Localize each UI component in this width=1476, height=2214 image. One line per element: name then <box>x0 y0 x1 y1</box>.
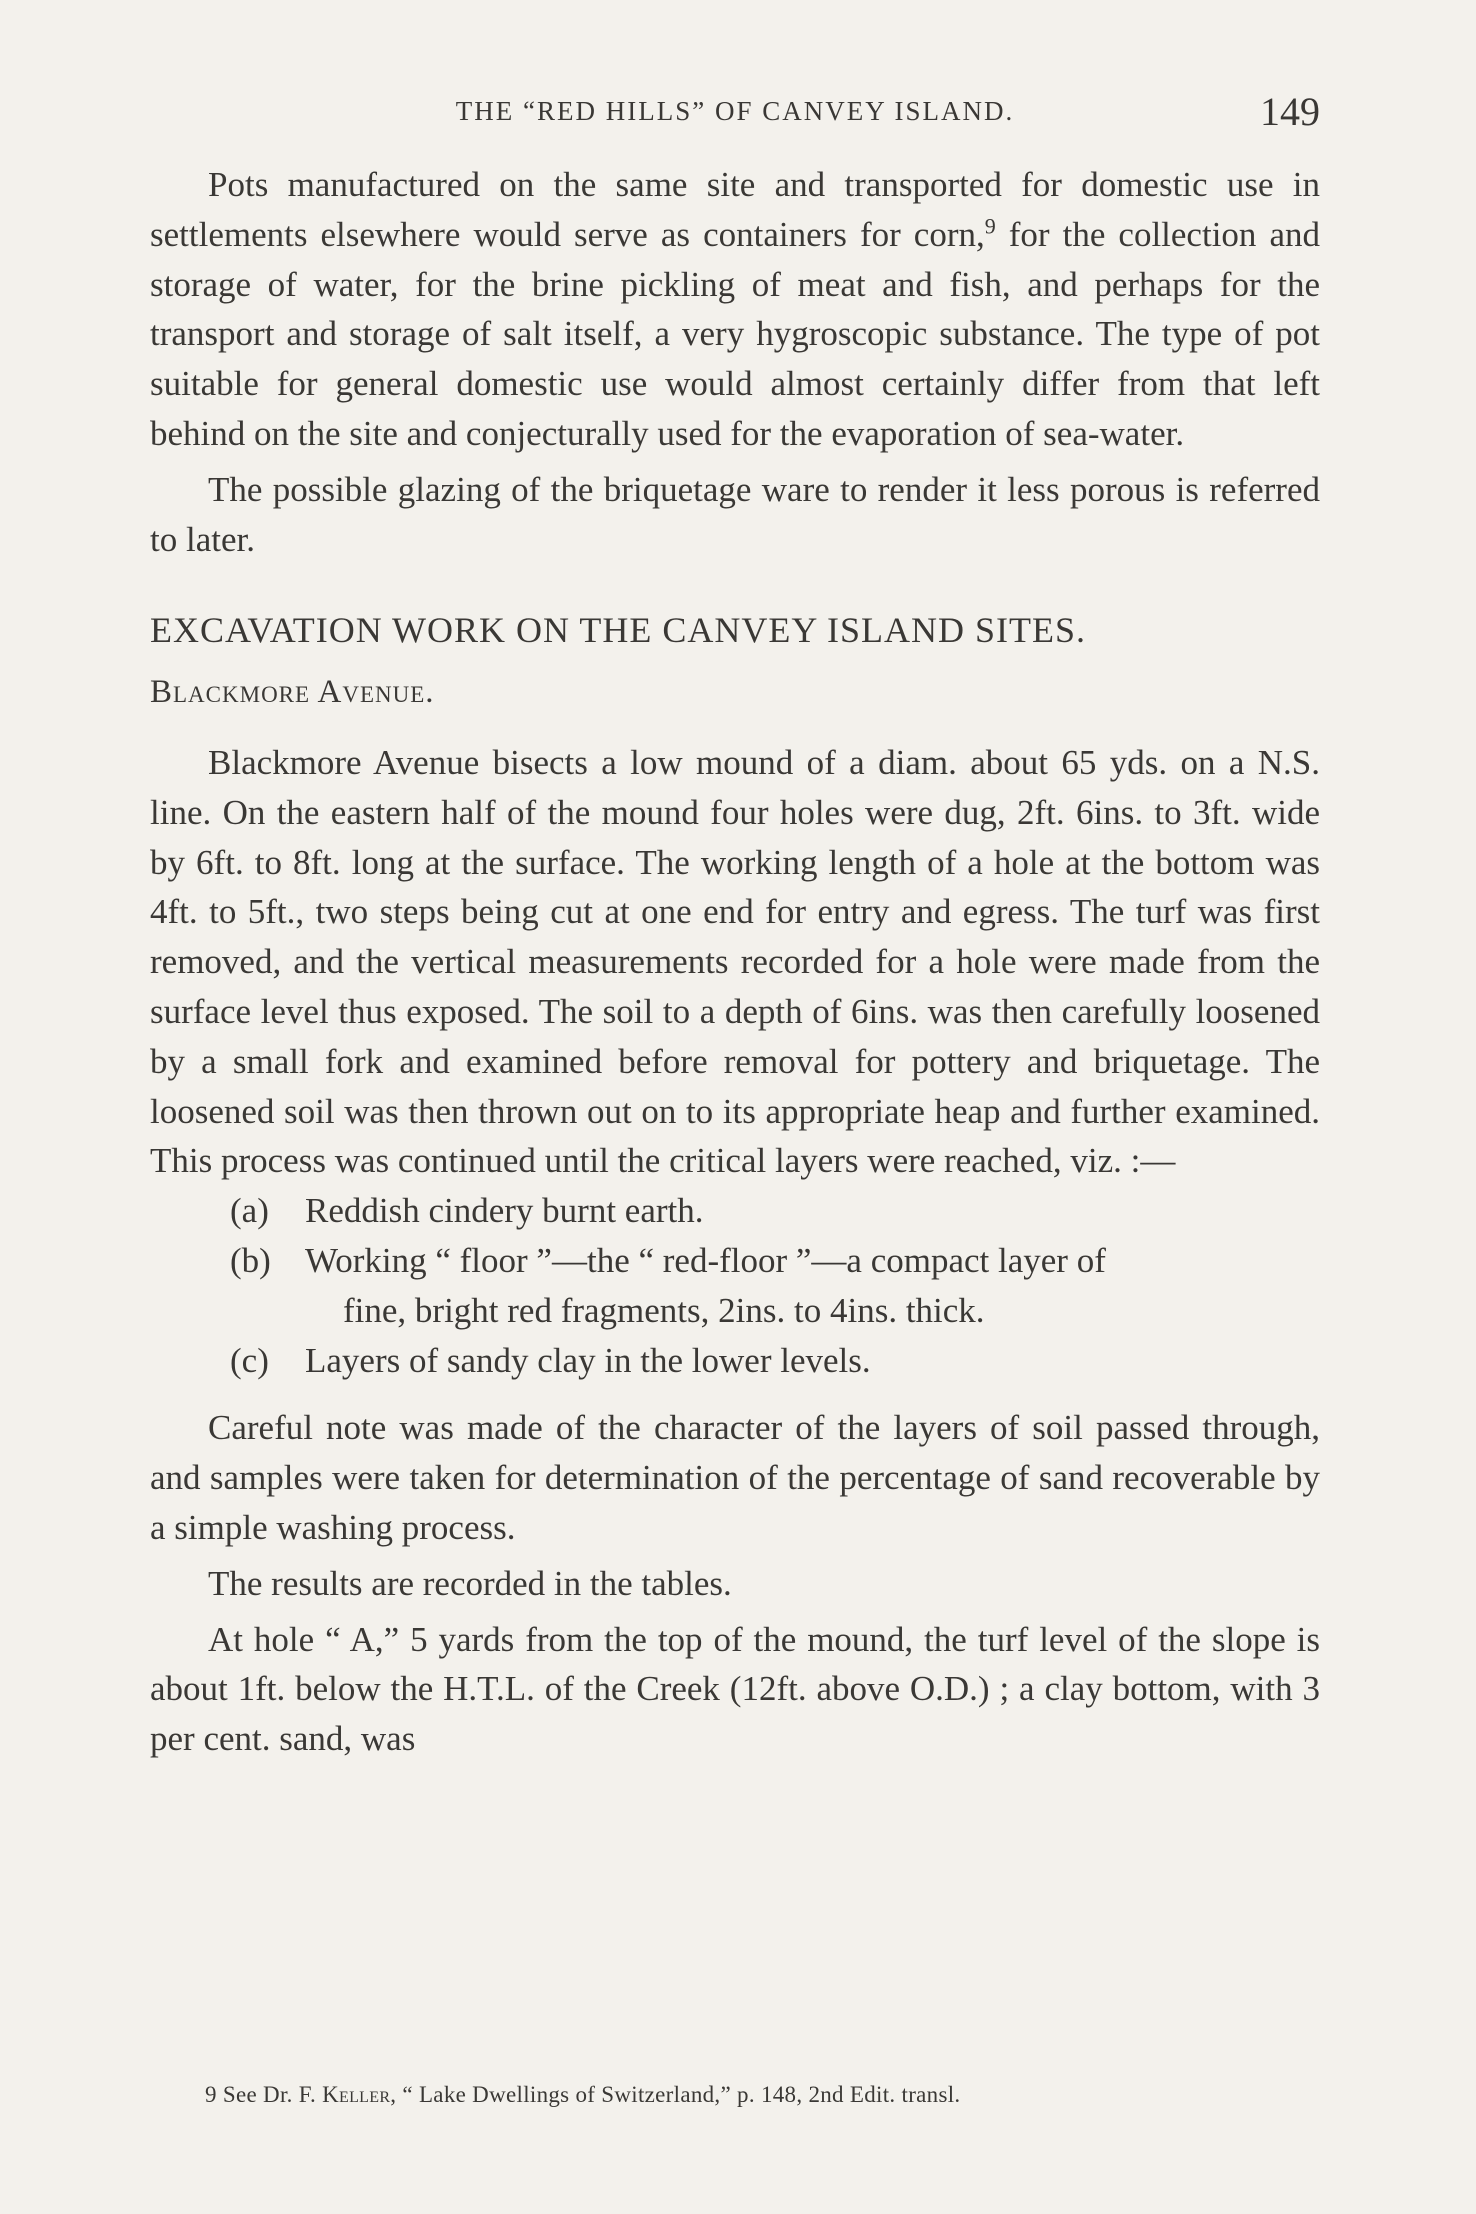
list-text: Working “ floor ”—the “ red-floor ”—a compact layer of <box>305 1240 1106 1280</box>
paragraph-pots <box>150 160 1320 459</box>
paragraph-results: The results are recorded in the tables. <box>208 1563 732 1603</box>
list-marker: (a) <box>230 1191 269 1231</box>
footnote-reference: 9 <box>984 213 996 239</box>
paragraph-blackmore: Blackmore Avenue bisects a low mound of a diam. about 65 yds. on a N.S. line. On the eastern half of the mound four holes were dug, 2ft. 6ins. to 3ft. wide by 6ft. to 8ft. long at the surface. The working length of a hole at the bottom was 4ft. to 5ft., two steps being cut at one end for entry and egress. The turf was first removed, and the vertical measurements recorded for a hole were made from the surface level thus exposed. The soil to a depth of 6ins. was then carefully loosened by a small fork and examined before removal for pottery and briquetage. The loosened soil was then thrown out on to its appropriate heap and further examined. This process was continued until the critical layers were reached, viz. :— <box>150 742 1320 1181</box>
footnote-mark: 9 <box>205 2082 217 2107</box>
list-marker: (b) <box>230 1240 271 1280</box>
footnote-citation: , “ Lake Dwellings of Switzerland,” p. 148, 2nd Edit. transl. <box>390 2082 961 2107</box>
layers-list <box>150 1186 1320 1385</box>
footnote-see: See Dr. F. <box>222 2082 317 2107</box>
paragraph-pots-text-b: for the collection and storage of water, for the brine pickling of meat and fish, and perhaps for the transport and storage of salt itself, a very hygroscopic substance. The type of pot suitable for general domestic use would almost certainly differ from that left behind on the site and conjecturally used for the evaporation of sea-water. <box>150 214 1320 453</box>
list-item <box>150 1336 1320 1386</box>
list-text: Reddish cindery burnt earth. <box>305 1191 704 1231</box>
list-marker: (c) <box>230 1340 269 1380</box>
list-item <box>150 1186 1320 1236</box>
list-text: Layers of sandy clay in the lower levels. <box>305 1340 871 1380</box>
body-text <box>150 160 1320 1764</box>
section-subheading: Blackmore Avenue. <box>150 674 435 711</box>
paragraph-glazing: The possible glazing of the briquetage ware to render it less porous is referred to later. <box>150 469 1320 559</box>
running-title: THE “RED HILLS” OF CANVEY ISLAND. <box>455 96 1015 126</box>
paragraph-hole-a: At hole “ A,” 5 yards from the top of the mound, the turf level of the slope is about 1ft. below the H.T.L. of the Creek (12ft. above O.D.) ; a clay bottom, with 3 per cent. sand, was <box>150 1619 1320 1759</box>
footnote-author: Keller <box>322 2082 391 2107</box>
paragraph-pots-text-a: Pots manufactured on the same site and transported for domestic use in settlements elsewhere would serve as containers for corn, <box>150 165 1320 254</box>
section-heading: EXCAVATION WORK ON THE CANVEY ISLAND SITES. <box>150 610 1087 651</box>
footnote <box>205 2082 960 2108</box>
page-number: 149 <box>1260 89 1320 134</box>
page-header <box>150 88 1320 138</box>
list-text-continuation: fine, bright red fragments, 2ins. to 4ins. thick. <box>343 1290 985 1330</box>
paragraph-careful-note: Careful note was made of the character of the layers of soil passed through, and samples were taken for determination of the percentage of sand recoverable by a simple washing process. <box>150 1408 1320 1547</box>
list-item <box>150 1236 1320 1336</box>
